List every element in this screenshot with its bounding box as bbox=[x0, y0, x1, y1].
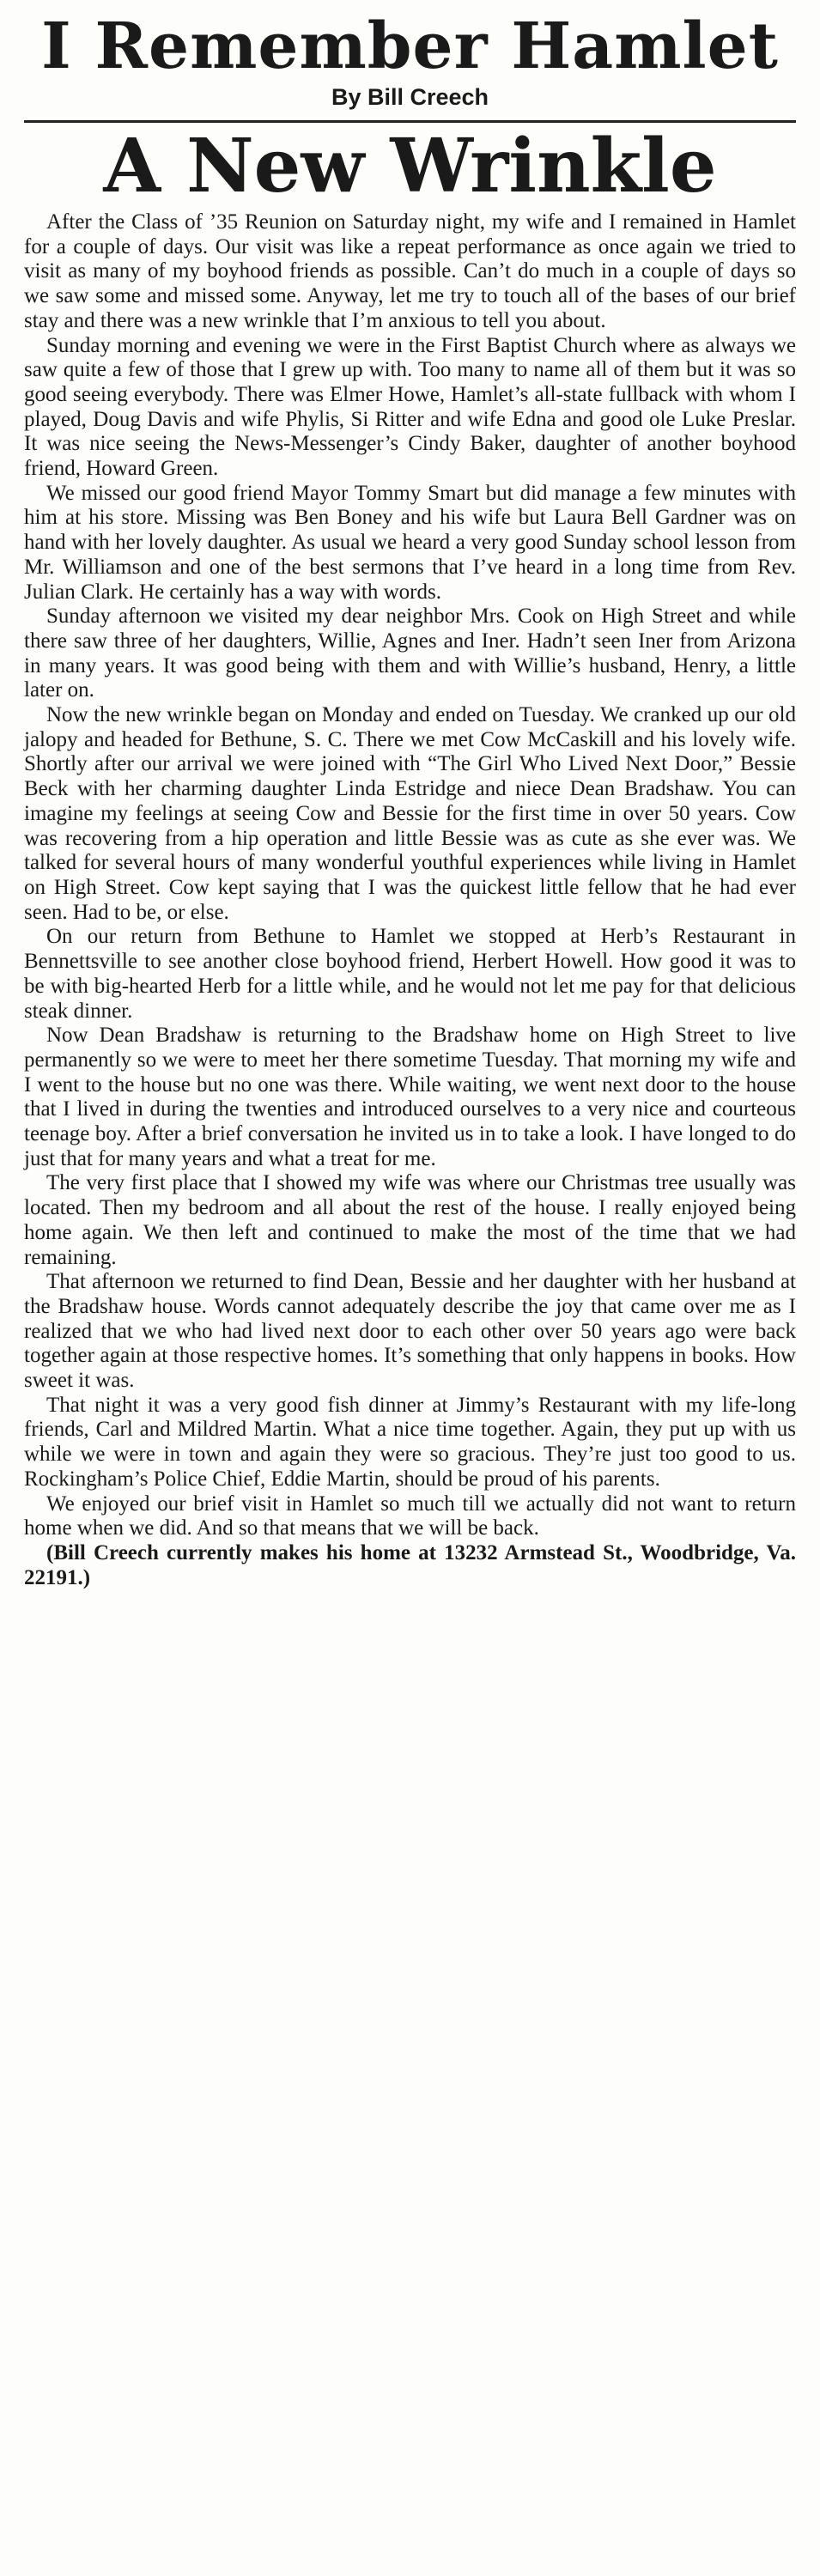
paragraph: That afternoon we returned to find Dean, Bessie and her daughter with her husband at the Bradshaw house. Words cannot adequately describe the joy that came over me as I realized that we who had lived next door to each other over 50 years ago were back together again at those respective homes. It’s something that only happens in books. How sweet it was. bbox=[24, 1270, 796, 1393]
paragraph: We enjoyed our brief visit in Hamlet so much till we actually did not want to return home when we did. And so that means that we will be back. bbox=[24, 1492, 796, 1540]
paragraph: Now Dean Bradshaw is returning to the Bradshaw home on High Street to live permanently so we were to meet her there sometime Tuesday. That morning my wife and I went to the house but no one was there. While waiting, we went next door to the house that I lived in during the twenties and introduced ourselves to a very nice and courteous teenage boy. After a brief conversation he invited us in to take a look. I have longed to do just that for many years and what a treat for me. bbox=[24, 1024, 796, 1170]
paragraph: Sunday morning and evening we were in the First Baptist Church where as always we saw quite a few of those that I grew up with. Too many to name all of them but it was so good seeing everybody. There was Elmer Howe, Hamlet’s all-state fullback with whom I played, Doug Davis and wife Phylis, Si Ritter and wife Edna and good ole Luke Preslar. It was nice seeing the News-Messenger’s Cindy Baker, daughter of another boyhood friend, Howard Green. bbox=[24, 333, 796, 481]
paragraph: Sunday afternoon we visited my dear neighbor Mrs. Cook on High Street and while there saw three of her daughters, Willie, Agnes and Iner. Hadn’t seen Iner from Arizona in many years. It was good being with them and with Willie’s husband, Henry, a little later on. bbox=[24, 605, 796, 702]
article-headline: A New Wrinkle bbox=[103, 123, 717, 210]
paragraph: After the Class of ’35 Reunion on Saturday night, my wife and I remained in Hamlet for a couple of days. Our visit was like a repeat performance as once again we tried to visit as many of my boyhood friends as possible. Can’t do much in a couple of days so we saw some and missed some. Anyway, let me try to touch all of the bases of our brief stay and there was a new wrinkle that I’m anxious to tell you about. bbox=[24, 210, 796, 332]
article-body bbox=[24, 210, 796, 1590]
author-note: (Bill Creech currently makes his home at 13232 Armstead St., Woodbridge, Va. 22191.) bbox=[24, 1540, 796, 1589]
column-title: I Remember Hamlet bbox=[41, 9, 779, 83]
paragraph: We missed our good friend Mayor Tommy Smart but did manage a few minutes with him at his store. Missing was Ben Boney and his wife but Laura Bell Gardner was on hand with her lovely daughter. As usual we heard a very good Sunday school lesson from Mr. Williamson and one of the best sermons that I’ve heard in a long time from Rev. Julian Clark. He certainly has a way with words. bbox=[24, 481, 796, 604]
paragraph: Now the new wrinkle began on Monday and ended on Tuesday. We cranked up our old jalopy and headed for Bethune, S. C. There we met Cow McCaskill and his lovely wife. Shortly after our arrival we were joined with “The Girl Who Lived Next Door,” Bessie Beck with her charming daughter Linda Estridge and niece Dean Bradshaw. You can imagine my feelings at seeing Cow and Bessie for the first time in over 50 years. Cow was recovering from a hip operation and little Bessie was as cute as she ever was. We talked for several hours of many wonderful youthful experiences while living in Hamlet on High Street. Cow kept saying that I was the quickest little fellow that he had ever seen. Had to be, or else. bbox=[24, 703, 796, 924]
paragraph: That night it was a very good fish dinner at Jimmy’s Restaurant with my life-long friends, Carl and Mildred Martin. What a nice time together. Again, they put up with us while we were in town and again they were so gracious. They’re just too good to us. Rockingham’s Police Chief, Eddie Martin, should be proud of his parents. bbox=[24, 1393, 796, 1491]
byline: By Bill Creech bbox=[331, 84, 489, 110]
paragraph: On our return from Bethune to Hamlet we stopped at Herb’s Restaurant in Bennettsville to see another close boyhood friend, Herbert Howell. How good it was to be with big-hearted Herb for a little while, and he would not let me pay for that delicious steak dinner. bbox=[24, 925, 796, 1023]
paragraph: The very first place that I showed my wife was where our Christmas tree usually was located. Then my bedroom and all about the rest of the house. I really enjoyed being home again. We then left and continued to make the most of the time that we had remaining. bbox=[24, 1171, 796, 1269]
